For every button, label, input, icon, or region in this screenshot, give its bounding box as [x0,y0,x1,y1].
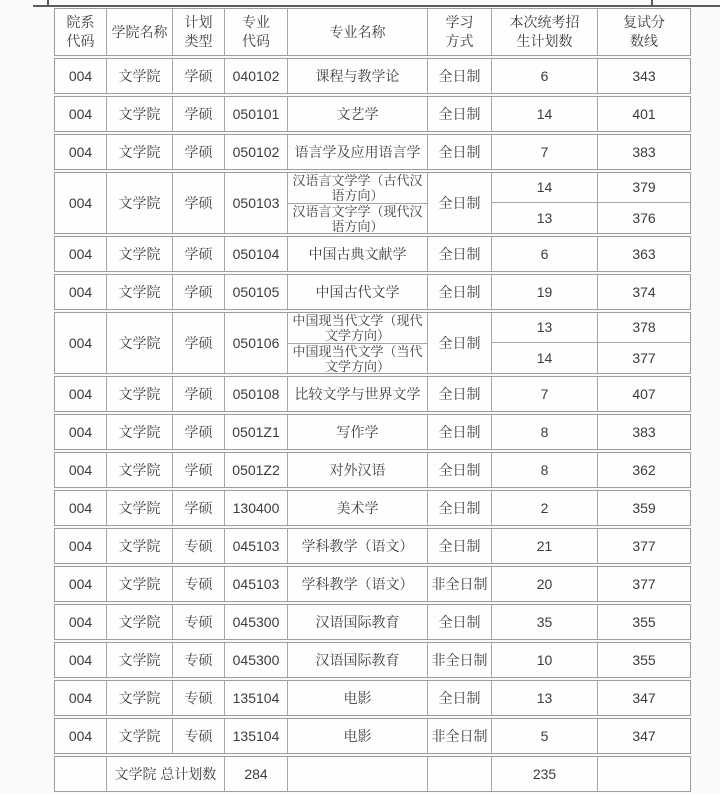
table-row [54,236,691,272]
cell-quota: 14 [492,173,598,202]
column-header-study-mode [428,9,492,55]
cell-dept-code: 004 [55,377,107,411]
cell-quota: 13 [492,313,598,342]
cell-dept-code: 004 [55,529,107,563]
cell-study-mode-empty [428,757,492,791]
cell-major-name-group [288,313,428,373]
cell-study-mode: 全日制 [428,681,492,715]
cell-quota: 19 [492,275,598,309]
cell-score: 374 [632,283,656,300]
sub-row [492,203,690,233]
cell-college: 文学院 [107,567,173,601]
cell-major-code: 050104 [225,237,288,271]
cell-dept-code: 004 [55,313,107,373]
cell-major-code: 135104 [225,719,288,753]
cell-plan-type: 学硕 [173,135,225,169]
cell-major-code: 045103 [225,567,288,601]
cell-quota: 21 [492,529,598,563]
cell-plan-type: 专硕 [173,719,225,753]
cell-college: 文学院 [107,529,173,563]
cell-plan-type: 学硕 [173,415,225,449]
cell-college: 文学院 [107,135,173,169]
column-header-label: 专业代码 [242,14,270,49]
cell-major-code: 130400 [225,491,288,525]
column-header-major-code [225,9,288,55]
cell-quota-score-group [492,173,690,233]
table-total-row [54,756,691,792]
cell-score: 383 [632,423,656,440]
cell-major-name: 对外汉语 [288,453,428,487]
cell-study-mode: 全日制 [428,415,492,449]
cell-quota: 7 [492,135,598,169]
cell-score: 383 [632,143,656,160]
cell-major-name: 电影 [288,681,428,715]
cell-plan-type: 学硕 [173,453,225,487]
cell-dept-code: 004 [55,681,107,715]
cell-study-mode: 全日制 [428,491,492,525]
cell-major-name: 写作学 [288,415,428,449]
cell-college: 文学院 [107,605,173,639]
cell-quota: 5 [492,719,598,753]
cell-plan-type: 学硕 [173,97,225,131]
cell-quota: 20 [492,567,598,601]
cell-quota: 6 [492,59,598,93]
cell-study-mode: 非全日制 [428,567,492,601]
cell-dept-code: 004 [55,491,107,525]
column-header-label: 专业名称 [329,23,386,40]
cell-study-mode: 全日制 [428,59,492,93]
table-rows [54,58,691,792]
table-row [54,134,691,170]
table-row [54,414,691,450]
cell-score: 407 [632,385,656,402]
cell-score-empty [598,757,690,791]
cell-quota-score-group [492,313,690,373]
table-row [54,718,691,754]
cell-study-mode: 全日制 [428,453,492,487]
table-header-row [54,8,691,56]
cell-college: 文学院 [107,643,173,677]
cell-score: 355 [632,613,656,630]
cell-major-name: 课程与教学论 [288,59,428,93]
cell-quota: 8 [492,453,598,487]
cell-major-name: 学科教学（语文） [288,529,428,563]
screenshot-crop-artifact-tick [651,0,653,7]
sub-row [492,343,690,373]
table-row [54,490,691,526]
cell-major-code: 050106 [225,313,288,373]
cell-major-code: 050103 [225,173,288,233]
cell-major-name: 美术学 [288,491,428,525]
cell-quota: 13 [492,681,598,715]
cell-score: 379 [632,179,656,195]
table-row [54,376,691,412]
cell-quota: 10 [492,643,598,677]
admissions-table [54,8,691,792]
cell-major-name: 中国现当代文学（当代文学方向） [292,344,423,374]
cell-study-mode: 非全日制 [428,719,492,753]
cell-score: 378 [632,319,656,335]
cell-major-name: 中国现当代文学（现代文学方向） [288,313,427,344]
cell-college: 文学院 [107,173,173,233]
cell-major-code: 0501Z2 [225,453,288,487]
cell-major-name: 语言学及应用语言学 [288,135,428,169]
cell-major-name: 中国古代文学 [288,275,428,309]
cell-score: 363 [632,245,656,262]
cell-quota: 13 [492,203,598,233]
cell-college: 文学院 [107,97,173,131]
cell-dept-code: 004 [55,97,107,131]
screenshot-crop-artifact-tick [47,0,49,7]
cell-plan-type: 专硕 [173,529,225,563]
cell-dept-code: 004 [55,135,107,169]
cell-major-name: 学科教学（语文） [288,567,428,601]
cell-college: 文学院 [107,377,173,411]
cell-score: 377 [632,349,656,366]
table-row [54,96,691,132]
cell-score: 355 [632,651,656,668]
cell-dept-code: 004 [55,643,107,677]
cell-study-mode: 全日制 [428,97,492,131]
cell-quota: 35 [492,605,598,639]
column-header-label: 学院名称 [111,23,168,40]
cell-score: 401 [632,105,656,122]
cell-plan-type: 专硕 [173,681,225,715]
column-header-label: 学习方式 [445,14,474,49]
cell-major-code: 045300 [225,605,288,639]
cell-major-code: 0501Z1 [225,415,288,449]
cell-major-name: 汉语言文学学（古代汉语方向） [288,173,427,204]
cell-college: 文学院 [107,681,173,715]
cell-total-quota: 235 [492,757,598,791]
table-row [54,604,691,640]
cell-score: 377 [632,575,656,592]
cell-score: 376 [632,209,656,226]
cell-dept-code: 004 [55,173,107,233]
cell-study-mode: 全日制 [428,275,492,309]
cell-quota: 8 [492,415,598,449]
cell-dept-code: 004 [55,719,107,753]
cell-major-code: 135104 [225,681,288,715]
cell-study-mode: 全日制 [428,237,492,271]
table-row [54,680,691,716]
cell-dept-code: 004 [55,453,107,487]
cell-plan-type: 专硕 [173,605,225,639]
cell-study-mode: 全日制 [428,529,492,563]
cell-major-name: 文艺学 [288,97,428,131]
column-header-plan-type [173,9,225,55]
sub-row [492,173,690,203]
cell-major-code: 045103 [225,529,288,563]
cell-major-name-empty [288,757,428,791]
cell-quota: 7 [492,377,598,411]
cell-major-name: 汉语国际教育 [288,643,428,677]
column-header-dept-code [55,9,107,55]
cell-study-mode: 全日制 [428,377,492,411]
screenshot-crop-artifact-line [33,5,720,7]
cell-study-mode: 全日制 [428,605,492,639]
cell-total-label: 文学院 总计划数 [107,757,225,791]
cell-quota: 6 [492,237,598,271]
cell-study-mode: 全日制 [428,313,492,373]
cell-total-major-code: 284 [225,757,288,791]
column-header-quota [492,9,598,55]
table-row-group [54,172,691,234]
cell-college: 文学院 [107,719,173,753]
column-header-major-name [288,9,428,55]
column-header-label: 复试分数线 [623,14,665,49]
column-header-label: 本次统考招生计划数 [509,14,580,49]
cell-score: 377 [632,537,656,554]
cell-quota: 14 [492,97,598,131]
cell-major-code: 050105 [225,275,288,309]
cell-major-code: 050101 [225,97,288,131]
cell-college: 文学院 [107,453,173,487]
cell-study-mode: 全日制 [428,173,492,233]
cell-major-name: 中国古典文献学 [288,237,428,271]
cell-plan-type: 学硕 [173,491,225,525]
table-row [54,58,691,94]
cell-study-mode: 全日制 [428,135,492,169]
cell-college: 文学院 [107,59,173,93]
column-header-college [107,9,173,55]
cell-plan-type: 学硕 [173,173,225,233]
cell-major-code: 040102 [225,59,288,93]
cell-study-mode: 非全日制 [428,643,492,677]
cell-dept-code: 004 [55,237,107,271]
cell-plan-type: 专硕 [173,567,225,601]
cell-major-code: 050102 [225,135,288,169]
cell-score: 347 [632,689,656,706]
table-row [54,566,691,602]
cell-dept-code: 004 [55,275,107,309]
cell-plan-type: 学硕 [173,237,225,271]
cell-major-name: 比较文学与世界文学 [288,377,428,411]
cell-college: 文学院 [107,415,173,449]
cell-plan-type: 学硕 [173,377,225,411]
cell-score: 347 [632,727,656,744]
cell-dept-code-empty [55,757,107,791]
cell-college: 文学院 [107,237,173,271]
table-row-group [54,312,691,374]
table-row [54,528,691,564]
column-header-label: 计划类型 [184,14,213,49]
cell-plan-type: 学硕 [173,59,225,93]
cell-major-name: 汉语国际教育 [288,605,428,639]
cell-major-name: 电影 [288,719,428,753]
column-header-score [598,9,690,55]
cell-quota: 14 [492,343,598,373]
cell-major-name: 汉语言文字学（现代汉语方向） [292,204,423,234]
cell-quota: 2 [492,491,598,525]
cell-dept-code: 004 [55,59,107,93]
cell-plan-type: 学硕 [173,275,225,309]
cell-dept-code: 004 [55,567,107,601]
cell-score: 359 [632,499,656,516]
cell-dept-code: 004 [55,415,107,449]
cell-college: 文学院 [107,275,173,309]
cell-major-name-group [288,173,428,233]
cell-college: 文学院 [107,313,173,373]
table-row [54,642,691,678]
cell-score: 343 [632,67,656,84]
cell-dept-code: 004 [55,605,107,639]
cell-college: 文学院 [107,491,173,525]
sub-row [492,313,690,343]
table-row [54,452,691,488]
column-header-label: 院系代码 [66,14,95,49]
cell-plan-type: 学硕 [173,313,225,373]
cell-plan-type: 专硕 [173,643,225,677]
cell-score: 362 [632,461,656,478]
cell-major-code: 050108 [225,377,288,411]
table-row [54,274,691,310]
cell-major-code: 045300 [225,643,288,677]
